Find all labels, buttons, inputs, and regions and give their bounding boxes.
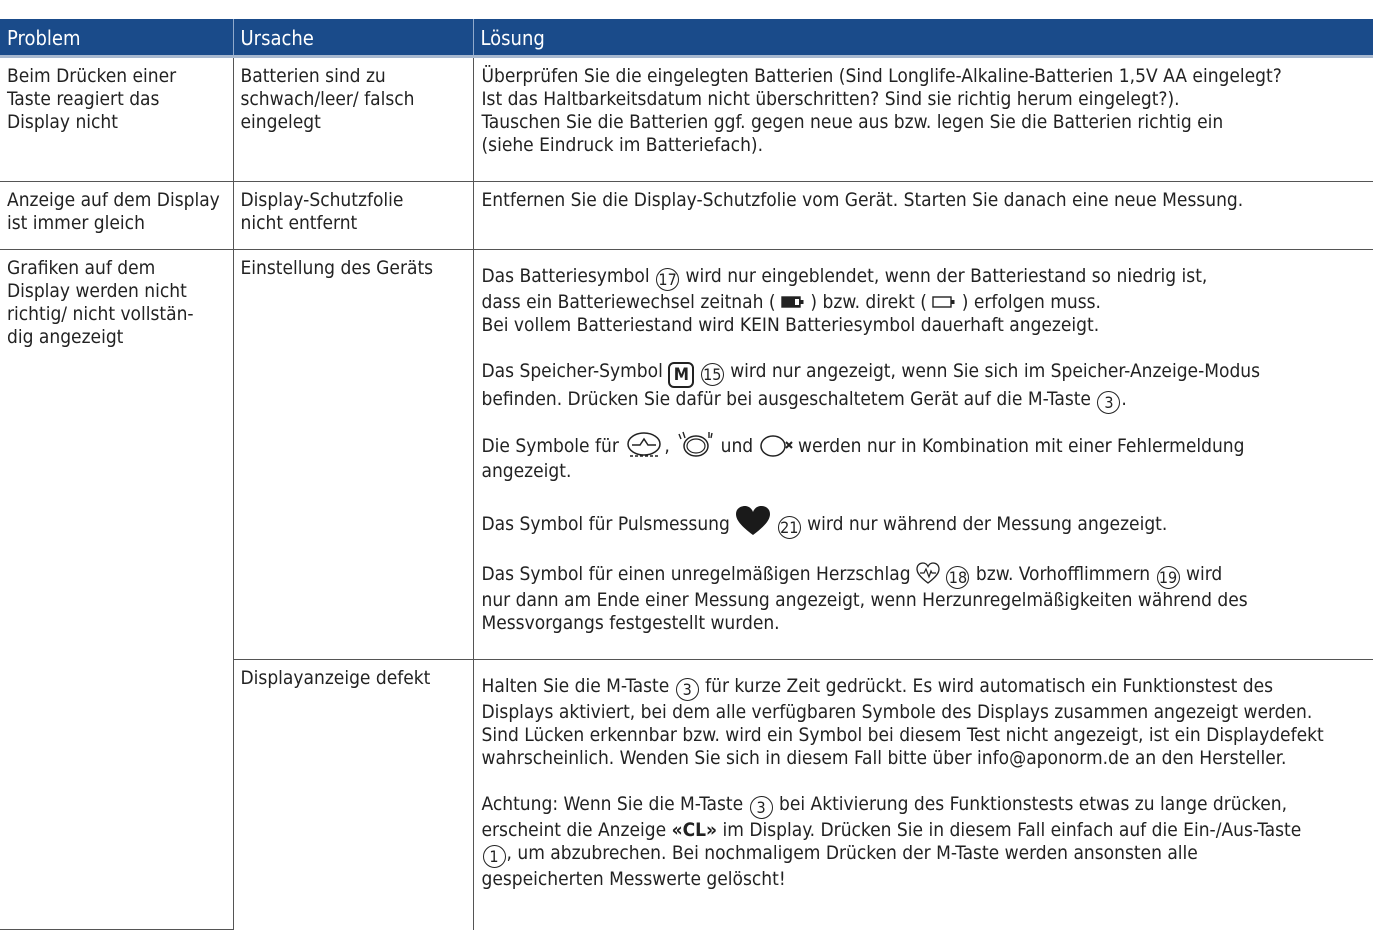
table-row [0, 57, 1373, 182]
memory-text: befinden. Drücken Sie dafür bei ausgeschaltetem Gerät auf die M-Taste [481, 388, 1091, 410]
movement-icon [675, 430, 715, 460]
header-solution: Lösung [473, 19, 1373, 57]
ref-number: 15 [701, 363, 724, 386]
heart-icon [735, 506, 771, 536]
header-cause: Ursache [233, 19, 473, 57]
table-row [0, 250, 1373, 660]
battery-text: dass ein Batteriewechsel zeitnah ( [481, 291, 776, 313]
solution-text: Ist das Haltbarkeitsdatum nicht überschritten? Sind sie richtig herum eingelegt?). [481, 88, 1180, 110]
troubleshooting-table [0, 19, 1373, 930]
cause-text: Display-Schutzfolie [240, 189, 404, 211]
irregular-text: Das Symbol für einen unregelmäßigen Herzschlag [481, 563, 911, 585]
test-text: wahrscheinlich. Wenden Sie sich in diesem Fall bitte über info@aponorm.de an den Hersteller. [481, 747, 1287, 769]
ref-number: 3 [676, 678, 699, 701]
ref-number: 17 [656, 268, 679, 291]
test-text: Halten Sie die M-Taste [481, 675, 670, 697]
problem-cell [0, 57, 233, 182]
memory-text: wird nur angezeigt, wenn Sie sich im Speicher-Anzeige-Modus [730, 360, 1261, 382]
cause-text: Batterien sind zu [240, 65, 386, 87]
problem-text: Taste reagiert das [7, 88, 160, 110]
cause-text: eingelegt [240, 111, 321, 133]
cl-display-text: «CL» [671, 819, 718, 841]
warning-text: erscheint die Anzeige [481, 819, 667, 841]
irregular-text: Messvorgangs festgestellt wurden. [481, 612, 780, 634]
symbols-text: und [720, 435, 754, 457]
battery-paragraph [482, 265, 1354, 337]
pulse-paragraph [482, 506, 1354, 539]
ref-number: 3 [1097, 391, 1120, 414]
irregular-heartbeat-icon [916, 562, 940, 584]
table-row [0, 182, 1373, 250]
problem-cell [0, 182, 233, 250]
cause-text: Displayanzeige defekt [240, 667, 431, 689]
symbols-text: werden nur in Kombination mit einer Fehlermeldung [798, 435, 1245, 457]
solution-text: (siehe Eindruck im Batteriefach). [481, 134, 764, 156]
battery-text: ) bzw. direkt ( [810, 291, 927, 313]
memory-m-icon: M [668, 362, 694, 388]
irregular-text: wird [1185, 563, 1223, 585]
problem-text: Grafiken auf dem [7, 257, 156, 279]
ref-number: 18 [946, 566, 969, 589]
symbols-text: angezeigt. [481, 460, 572, 482]
cause-text: schwach/leer/ falsch [240, 88, 415, 110]
test-paragraph [482, 675, 1354, 770]
irregular-text: bzw. Vorhofflimmern [975, 563, 1151, 585]
problem-text: Display werden nicht [7, 280, 187, 302]
cause-text: Einstellung des Geräts [240, 257, 434, 279]
battery-text: ) erfolgen muss. [961, 291, 1101, 313]
irregular-paragraph [482, 562, 1354, 635]
problem-text: richtig/ nicht vollstän- [7, 303, 194, 325]
solution-text: Tauschen Sie die Batterien ggf. gegen neue aus bzw. legen Sie die Batterien richtig ein [481, 111, 1224, 133]
memory-paragraph [482, 360, 1354, 414]
problem-text: Display nicht [7, 111, 118, 133]
test-text: Sind Lücken erkennbar bzw. wird ein Symbol bei diesem Test nicht angezeigt, ist ein Displaydefekt [481, 724, 1324, 746]
cause-cell [233, 182, 473, 250]
cause-cell [233, 250, 473, 660]
ref-number: 21 [778, 516, 801, 539]
solution-text: Überprüfen Sie die eingelegten Batterien (Sind Longlife-Alkaline-Batterien 1,5V AA eingelegt? [481, 65, 1282, 87]
problem-text: ist immer gleich [7, 212, 145, 234]
pulse-text: Das Symbol für Pulsmessung [481, 513, 730, 535]
warning-text: , um abzubrechen. Bei nochmaligem Drücken der M-Taste werden ansonsten alle [506, 842, 1198, 864]
warning-text: gespeicherten Messwerte gelöscht! [481, 868, 786, 890]
symbols-paragraph [482, 430, 1354, 483]
cuff-x-icon [759, 432, 793, 458]
pulse-text: wird nur während der Messung angezeigt. [807, 513, 1168, 535]
solution-cell [473, 57, 1373, 182]
header-problem: Problem [0, 19, 233, 57]
warning-text: bei Aktivierung des Funktionstests etwas zu lange drücken, [778, 793, 1288, 815]
symbols-text: Die Symbole für [481, 435, 619, 457]
test-text: Displays aktiviert, bei dem alle verfügbaren Symbole des Displays zusammen angezeigt werden. [481, 701, 1313, 723]
battery-text: Das Batteriesymbol [481, 265, 650, 287]
battery-empty-icon [932, 295, 956, 309]
battery-low-icon [781, 295, 805, 309]
ref-number: 19 [1157, 566, 1180, 589]
cause-cell [233, 660, 473, 930]
warning-paragraph [482, 793, 1354, 891]
solution-text: Entfernen Sie die Display-Schutzfolie vom Gerät. Starten Sie danach eine neue Messung. [481, 189, 1244, 211]
cause-cell [233, 57, 473, 182]
memory-text: Das Speicher-Symbol [481, 360, 663, 382]
test-text: für kurze Zeit gedrückt. Es wird automatisch ein Funktionstest des [705, 675, 1274, 697]
problem-text: Anzeige auf dem Display [7, 189, 220, 211]
ref-number: 3 [750, 796, 773, 819]
warning-text: im Display. Drücken Sie in diesem Fall einfach auf die Ein-/Aus-Taste [722, 819, 1302, 841]
solution-cell [473, 250, 1373, 660]
cuff-error-icon [624, 430, 664, 460]
table-header-row [0, 19, 1373, 57]
battery-text: Bei vollem Batteriestand wird KEIN Batteriesymbol dauerhaft angezeigt. [481, 314, 1100, 336]
solution-cell [473, 660, 1373, 930]
battery-text: wird nur eingeblendet, wenn der Batteriestand so niedrig ist, [685, 265, 1208, 287]
problem-cell [0, 250, 233, 930]
memory-text: . [1121, 388, 1127, 410]
irregular-text: nur dann am Ende einer Messung angezeigt, wenn Herzunregelmäßigkeiten während des [481, 589, 1248, 611]
problem-text: dig angezeigt [7, 326, 124, 348]
solution-cell [473, 182, 1373, 250]
problem-text: Beim Drücken einer [7, 65, 177, 87]
symbols-text: , [664, 435, 670, 457]
ref-number: 1 [483, 845, 506, 868]
warning-text: Achtung: Wenn Sie die M-Taste [481, 793, 744, 815]
cause-text: nicht entfernt [240, 212, 358, 234]
